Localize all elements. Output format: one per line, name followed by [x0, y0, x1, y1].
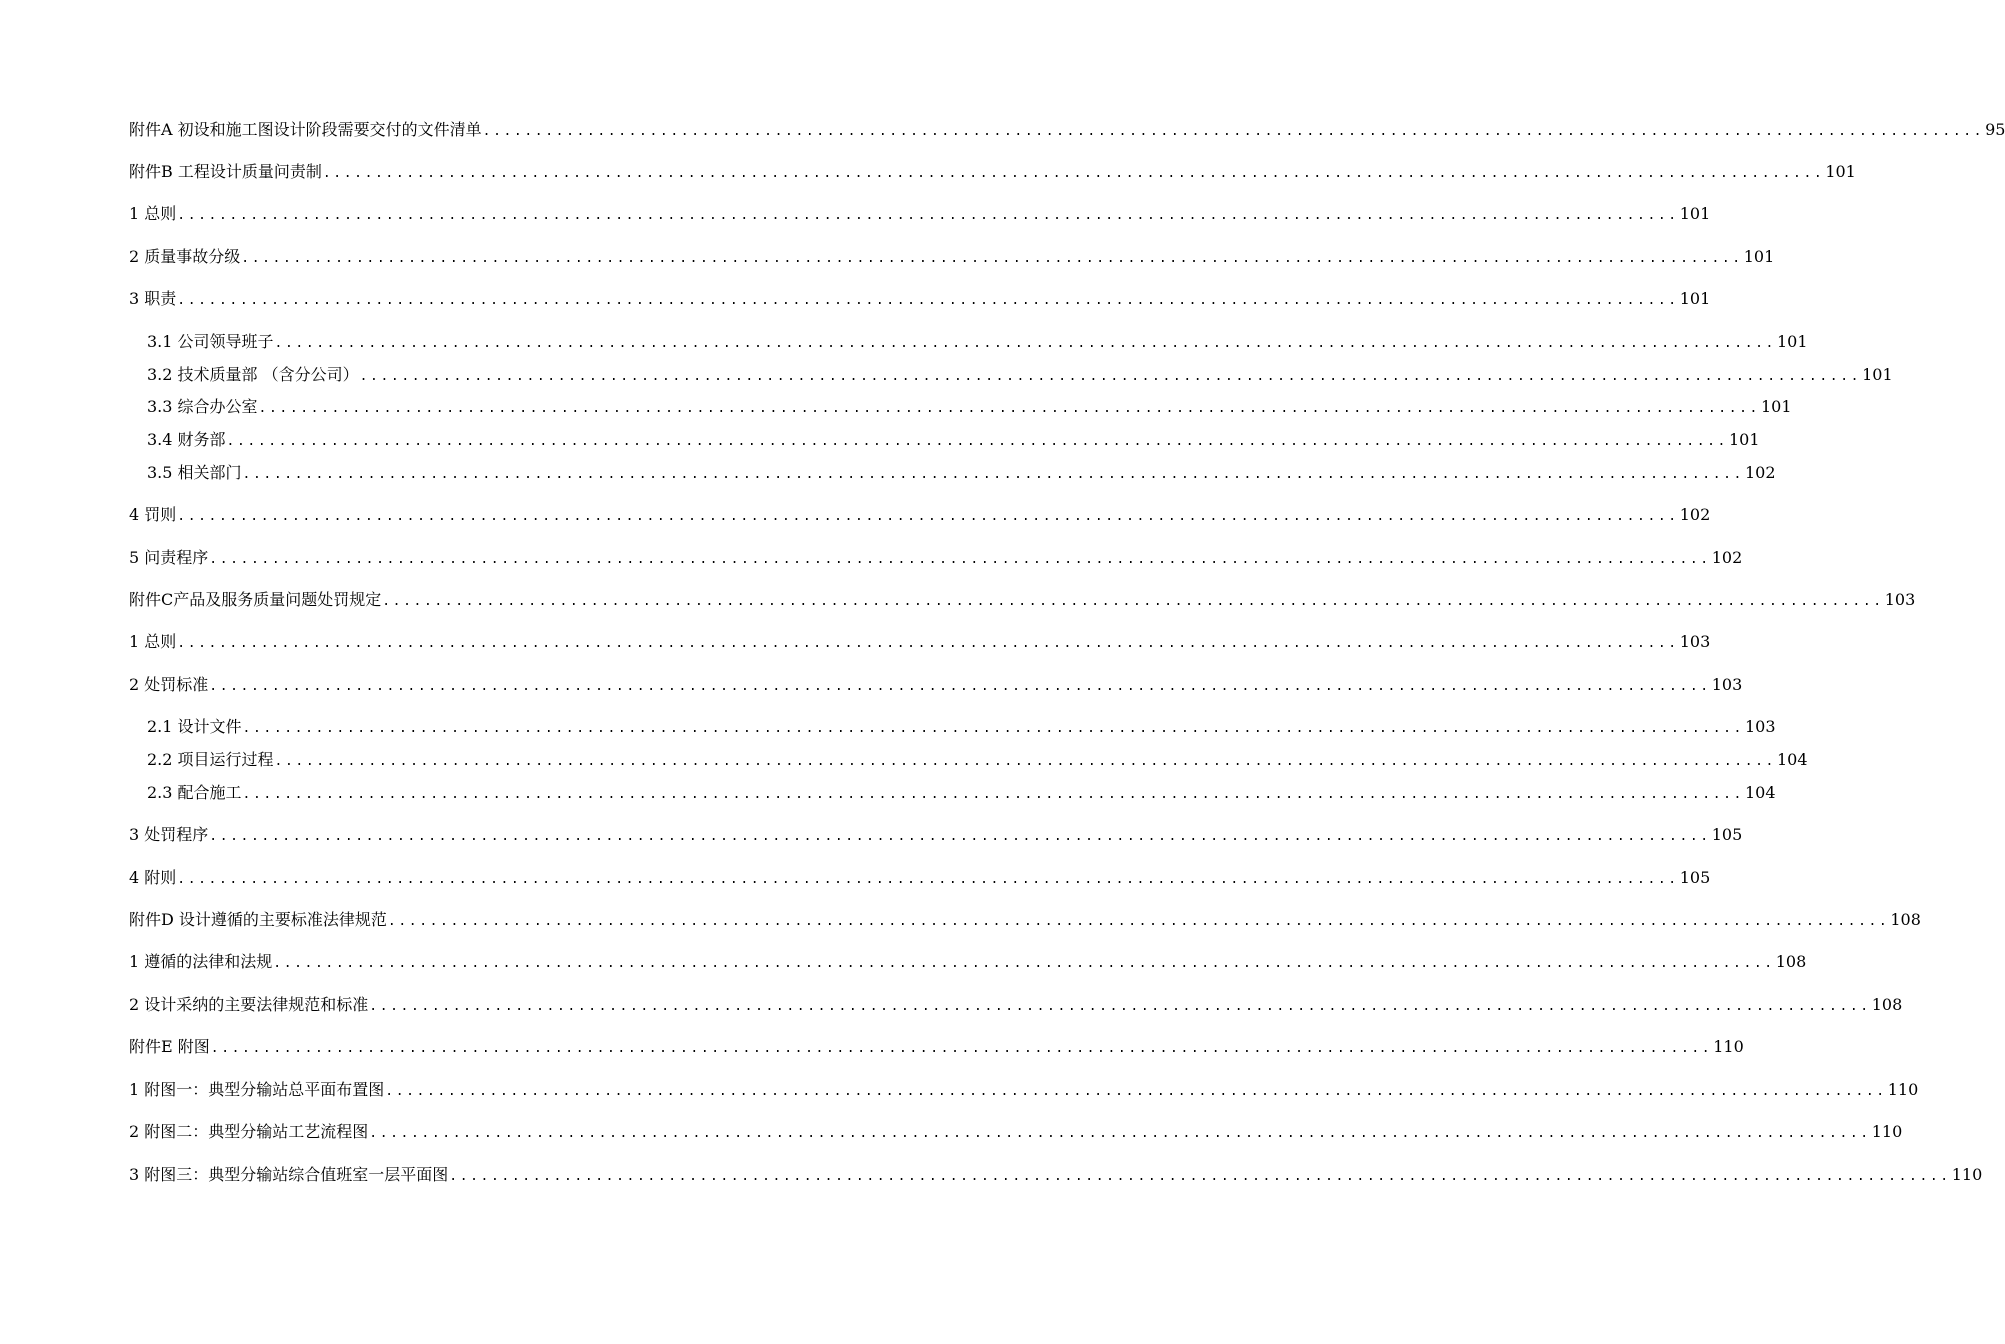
- toc-entry[interactable]: [129, 160, 1856, 184]
- toc-entry-title: 附件E 附图: [129, 1037, 210, 1056]
- toc-entry[interactable]: [129, 1120, 1903, 1144]
- toc-dot-leader: ................................................................................................................................................: [359, 369, 1862, 384]
- toc-page-number: 102: [1711, 548, 1743, 567]
- toc-dot-leader: ................................................................................................................................................: [385, 1084, 1887, 1099]
- toc-entry-title: 附件B 工程设计质量问责制: [129, 162, 322, 181]
- toc-page-number: 102: [1679, 505, 1711, 524]
- toc-entry-title: 3.2 技术质量部 （含分公司）: [147, 365, 359, 384]
- toc-entry[interactable]: [129, 673, 1743, 697]
- toc-subentry[interactable]: [147, 748, 1808, 772]
- toc-page-number: 103: [1679, 632, 1711, 651]
- toc-entry[interactable]: [129, 202, 1711, 226]
- toc-subentry[interactable]: [147, 363, 1893, 387]
- toc-subentry[interactable]: [147, 330, 1808, 354]
- toc-entry-title: 2.2 项目运行过程: [147, 750, 274, 769]
- toc-page-number: 103: [1745, 717, 1776, 736]
- toc-dot-leader: ................................................................................................................................................: [322, 166, 1825, 181]
- toc-page-number: 103: [1884, 590, 1916, 609]
- toc-entry[interactable]: [129, 118, 2005, 142]
- toc-dot-leader: ................................................................................................................................................: [177, 208, 1679, 223]
- toc-entry-title: 1 总则: [129, 204, 177, 223]
- toc-dot-leader: ................................................................................................................................................: [273, 956, 1775, 971]
- toc-page-number: 101: [1761, 397, 1792, 416]
- toc-page-number: 108: [1775, 952, 1807, 971]
- toc-dot-leader: ................................................................................................................................................: [382, 594, 1884, 609]
- toc-entry-title: 1 总则: [129, 632, 177, 651]
- toc-entry-title: 2.1 设计文件: [147, 717, 242, 736]
- toc-page-number: 105: [1679, 868, 1711, 887]
- toc-page-number: 101: [1777, 332, 1808, 351]
- toc-dot-leader: ................................................................................................................................................: [209, 679, 1711, 694]
- toc-page-number: 108: [1890, 910, 1921, 929]
- toc-dot-leader: ................................................................................................................................................: [274, 754, 1776, 769]
- toc-entry[interactable]: [129, 866, 1711, 890]
- toc-entry[interactable]: [129, 630, 1711, 654]
- toc-entry[interactable]: [129, 908, 1921, 932]
- toc-dot-leader: ................................................................................................................................................: [177, 872, 1679, 887]
- toc-entry-title: 4 附则: [129, 868, 177, 887]
- toc-subentry[interactable]: [147, 395, 1792, 419]
- toc-page-number: 102: [1745, 463, 1776, 482]
- toc-subentry[interactable]: [147, 461, 1776, 485]
- toc-page-number: 103: [1711, 675, 1743, 694]
- toc-dot-leader: ................................................................................................................................................: [242, 467, 1744, 482]
- toc-page-number: 104: [1777, 750, 1808, 769]
- toc-entry-title: 2 设计采纳的主要法律规范和标准: [129, 995, 369, 1014]
- toc-page-number: 95: [1985, 120, 2005, 139]
- toc-page-number: 101: [1862, 365, 1893, 384]
- toc-dot-leader: ................................................................................................................................................: [177, 636, 1679, 651]
- toc-entry-title: 附件C产品及服务质量问题处罚规定: [129, 590, 382, 609]
- toc-entry-title: 2 处罚标准: [129, 675, 209, 694]
- toc-dot-leader: ................................................................................................................................................: [242, 787, 1744, 802]
- toc-page-number: 104: [1745, 783, 1776, 802]
- toc-dot-leader: ................................................................................................................................................: [274, 336, 1776, 351]
- toc-subentry[interactable]: [147, 428, 1760, 452]
- toc-entry[interactable]: [129, 1078, 1919, 1102]
- toc-entry-title: 3 职责: [129, 289, 177, 308]
- toc-dot-leader: ................................................................................................................................................: [209, 552, 1711, 567]
- toc-dot-leader: ................................................................................................................................................: [177, 509, 1679, 524]
- toc-entry-title: 3 附图三：典型分输站综合值班室一层平面图: [129, 1165, 449, 1184]
- toc-page-number: 108: [1871, 995, 1903, 1014]
- toc-entry[interactable]: [129, 503, 1711, 527]
- toc-entry-title: 3.3 综合办公室: [147, 397, 258, 416]
- toc-dot-leader: ................................................................................................................................................: [369, 1126, 1871, 1141]
- toc-entry[interactable]: [129, 993, 1903, 1017]
- toc-entry[interactable]: [129, 950, 1807, 974]
- toc-page-number: 110: [1887, 1080, 1919, 1099]
- toc-entry[interactable]: [129, 1163, 1983, 1187]
- toc-dot-leader: ................................................................................................................................................: [449, 1169, 1951, 1184]
- toc-dot-leader: ................................................................................................................................................: [369, 999, 1871, 1014]
- toc-dot-leader: ................................................................................................................................................: [210, 1041, 1713, 1056]
- toc-dot-leader: ................................................................................................................................................: [226, 434, 1728, 449]
- toc-entry[interactable]: [129, 1035, 1744, 1059]
- toc-dot-leader: ................................................................................................................................................: [177, 293, 1679, 308]
- toc-entry-title: 2 质量事故分级: [129, 247, 241, 266]
- toc-entry-title: 2.3 配合施工: [147, 783, 242, 802]
- toc-page-number: 101: [1679, 289, 1711, 308]
- toc-entry[interactable]: [129, 823, 1743, 847]
- toc-page-number: 110: [1951, 1165, 1983, 1184]
- toc-entry-title: 3 处罚程序: [129, 825, 209, 844]
- toc-entry-title: 3.1 公司领导班子: [147, 332, 274, 351]
- toc-page-number: 110: [1871, 1122, 1903, 1141]
- toc-page-number: 101: [1679, 204, 1711, 223]
- toc-dot-leader: ................................................................................................................................................: [387, 914, 1890, 929]
- toc-entry-title: 附件A 初设和施工图设计阶段需要交付的文件清单: [129, 120, 482, 139]
- toc-entry[interactable]: [129, 245, 1775, 269]
- toc-dot-leader: ................................................................................................................................................: [241, 251, 1743, 266]
- toc-page-number: 105: [1711, 825, 1743, 844]
- toc-dot-leader: ................................................................................................................................................: [258, 401, 1760, 416]
- toc-dot-leader: ................................................................................................................................................: [482, 124, 1985, 139]
- toc-entry-title: 5 问责程序: [129, 548, 209, 567]
- toc-entry-title: 1 遵循的法律和法规: [129, 952, 273, 971]
- toc-entry-title: 3.4 财务部: [147, 430, 226, 449]
- toc-entry[interactable]: [129, 546, 1743, 570]
- toc-subentry[interactable]: [147, 781, 1776, 805]
- toc-subentry[interactable]: [147, 715, 1776, 739]
- toc-page-number: 101: [1825, 162, 1856, 181]
- toc-page-number: 110: [1713, 1037, 1744, 1056]
- toc-entry-title: 1 附图一：典型分输站总平面布置图: [129, 1080, 385, 1099]
- toc-dot-leader: ................................................................................................................................................: [209, 829, 1711, 844]
- toc-entry-title: 4 罚则: [129, 505, 177, 524]
- toc-entry-title: 附件D 设计遵循的主要标准法律规范: [129, 910, 387, 929]
- toc-entry[interactable]: [129, 588, 1916, 612]
- toc-entry[interactable]: [129, 287, 1711, 311]
- toc-page-number: 101: [1743, 247, 1775, 266]
- toc-entry-title: 2 附图二：典型分输站工艺流程图: [129, 1122, 369, 1141]
- toc-dot-leader: ................................................................................................................................................: [242, 721, 1744, 736]
- toc-entry-title: 3.5 相关部门: [147, 463, 242, 482]
- toc-page-number: 101: [1729, 430, 1760, 449]
